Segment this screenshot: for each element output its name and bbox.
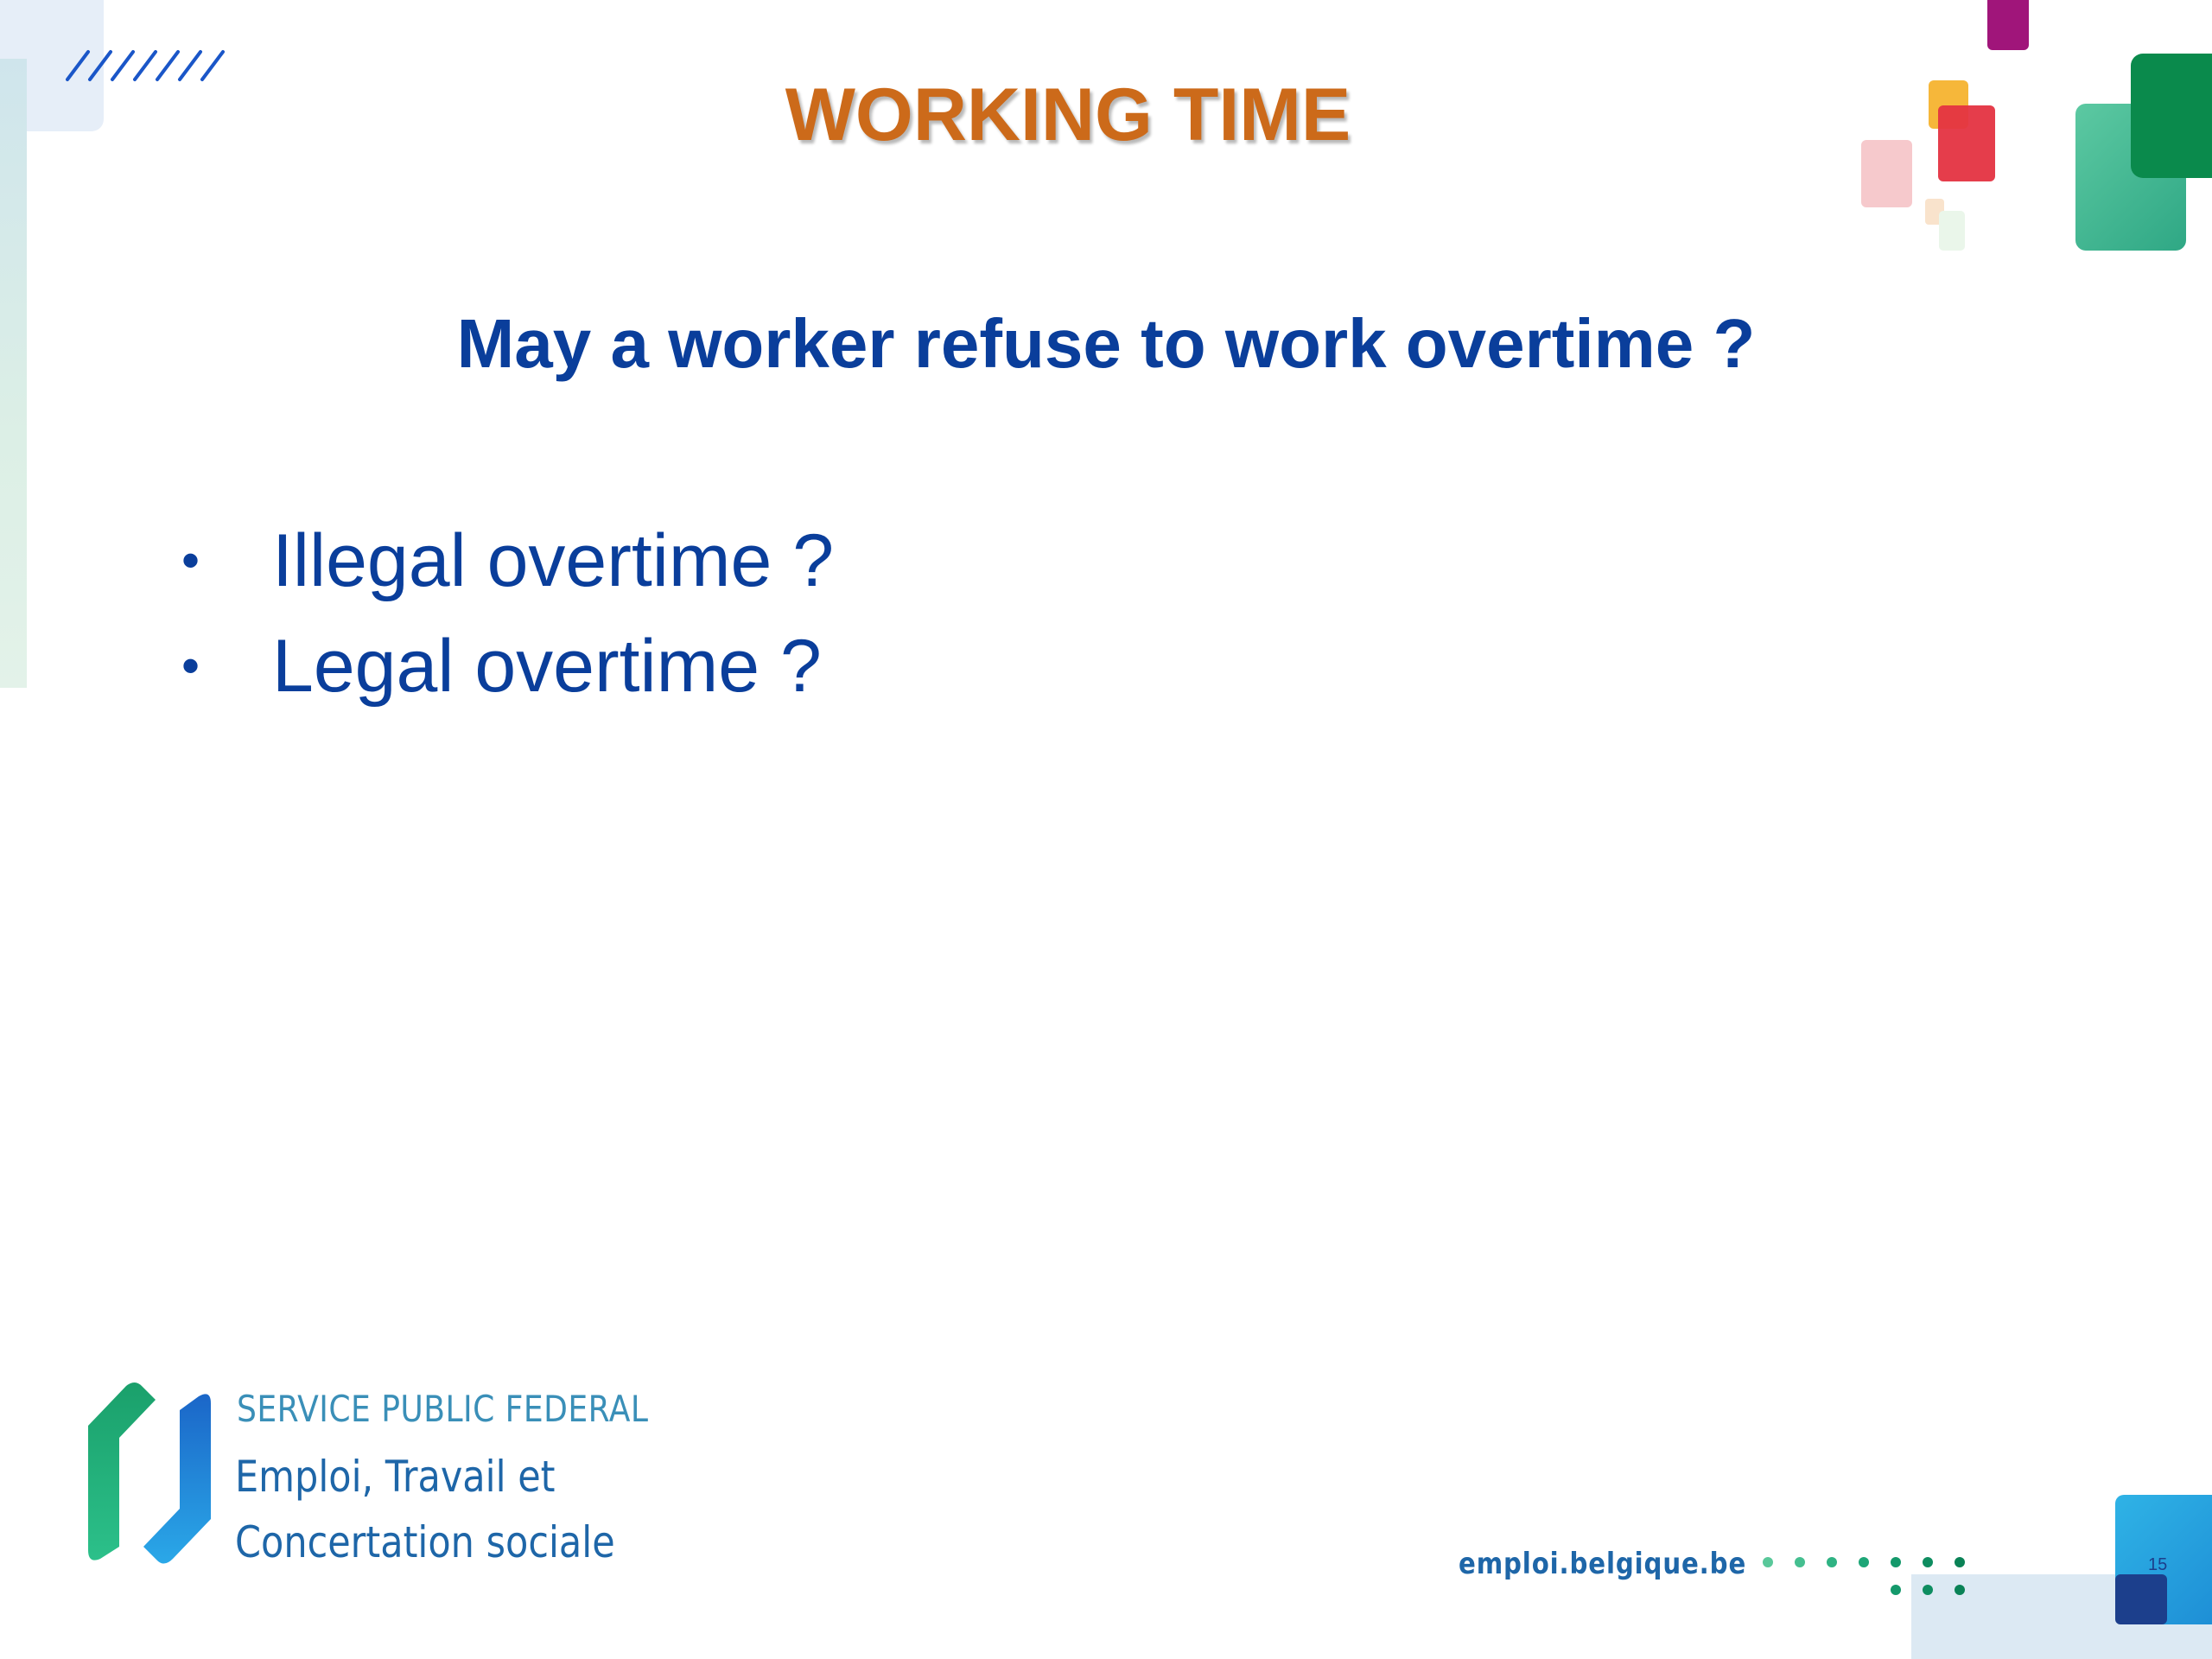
bullet-list <box>181 508 834 719</box>
bullet-item <box>181 613 834 719</box>
bullet-text: Illegal overtime ? <box>272 518 835 602</box>
decor-square-magenta <box>1987 0 2029 50</box>
bullet-text: Legal overtime ? <box>272 624 822 708</box>
page-number: 15 <box>2148 1555 2168 1574</box>
decor-square-mint <box>1939 211 1965 251</box>
org-name-line1: SERVICE PUBLIC FEDERAL <box>237 1388 649 1430</box>
bullet-glyph: • <box>181 637 200 695</box>
org-name-line2: Emploi, Travail et <box>235 1452 556 1502</box>
website-link[interactable]: emploi.belgique.be <box>1459 1547 1747 1581</box>
decor-square-navy <box>2115 1574 2167 1624</box>
slide-question: May a worker refuse to work overtime ? <box>456 305 1756 382</box>
bullet-item <box>181 508 834 613</box>
decor-dot-pattern <box>1754 1552 1979 1604</box>
slide-title: WORKING TIME <box>785 73 1351 156</box>
decor-square-green-dark <box>2131 54 2212 178</box>
org-name-line3: Concertation sociale <box>235 1517 615 1567</box>
spf-logo-icon <box>85 1381 214 1569</box>
bullet-glyph: • <box>181 531 200 589</box>
